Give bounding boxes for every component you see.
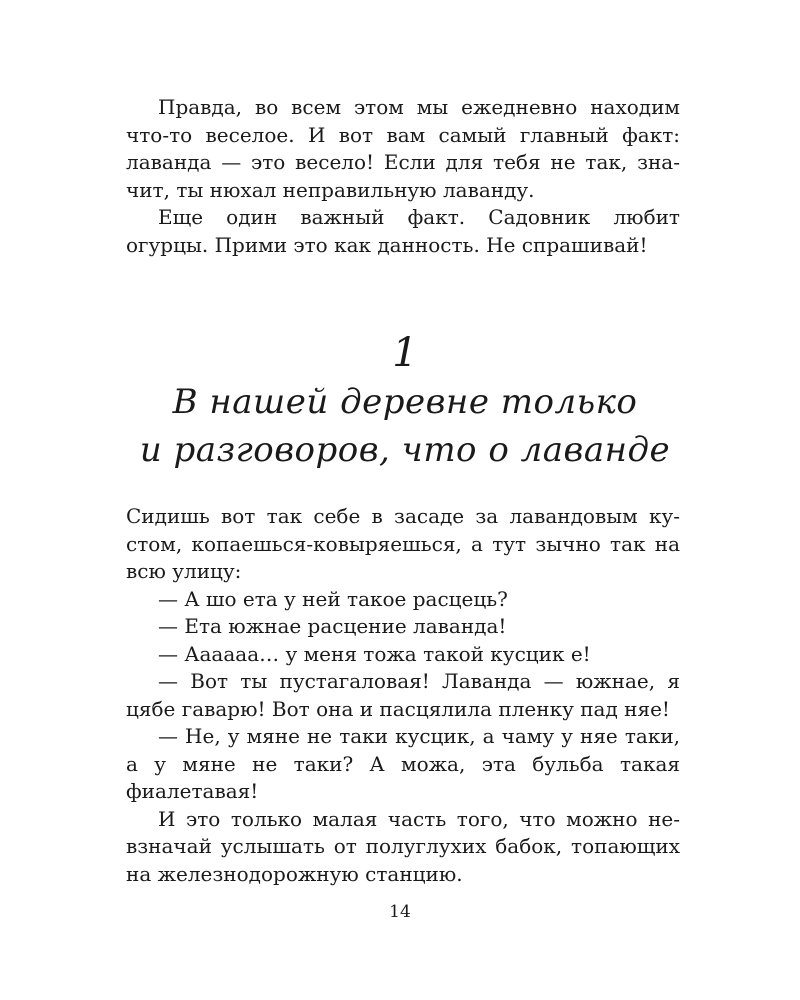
chapter-title-line-2: и разговоров, что о лаванде xyxy=(139,430,671,470)
chapter-heading xyxy=(80,328,730,474)
dialogue-line-2: — Ета южнае расцение лаванда! xyxy=(158,614,507,638)
intro-section xyxy=(126,94,680,259)
chapter-body xyxy=(126,503,680,888)
body-paragraph-1: Сидишь вот так себе в засаде за лавандовым кустом, копаешься-ковыряешься, а тут зычно так на всю улицу: xyxy=(126,504,680,583)
dialogue-line-1: — А шо ета у ней такое расцець? xyxy=(158,586,508,611)
chapter-title-line-1: В нашей деревне только xyxy=(172,382,638,422)
dialogue-line-4: — Вот ты пустагаловая! Лаванда — южнае, я цябе гаварю! Вот она и пасцялила пленку пад няе! xyxy=(126,669,680,721)
dialogue-line-3: — Аааааа… у меня тожа такой кусцик е! xyxy=(158,641,591,666)
page-number: 14 xyxy=(389,902,411,922)
chapter-number: 1 xyxy=(392,330,418,376)
intro-paragraph-2: Еще один важный факт. Садовник любит огурцы. Прими это как данность. Не спрашивай! xyxy=(126,205,680,257)
body-paragraph-2: И это только малая часть того, что можно невзначай услышать от полуглухих бабок, топающих на железнодорожную станцию. xyxy=(126,806,680,886)
intro-paragraph-1: Правда, во всем этом мы ежедневно находим что-то веселое. И вот вам самый главный факт: лаванда — это весело! Если для тебя не так, значит, ты нюхал неправильную лаванду. xyxy=(126,95,680,202)
dialogue-line-5: — Не, у мяне не таки кусцик, а чаму у няе таки, а у мяне не таки? А можа, эта бульба такая фиалетавая! xyxy=(126,724,680,803)
